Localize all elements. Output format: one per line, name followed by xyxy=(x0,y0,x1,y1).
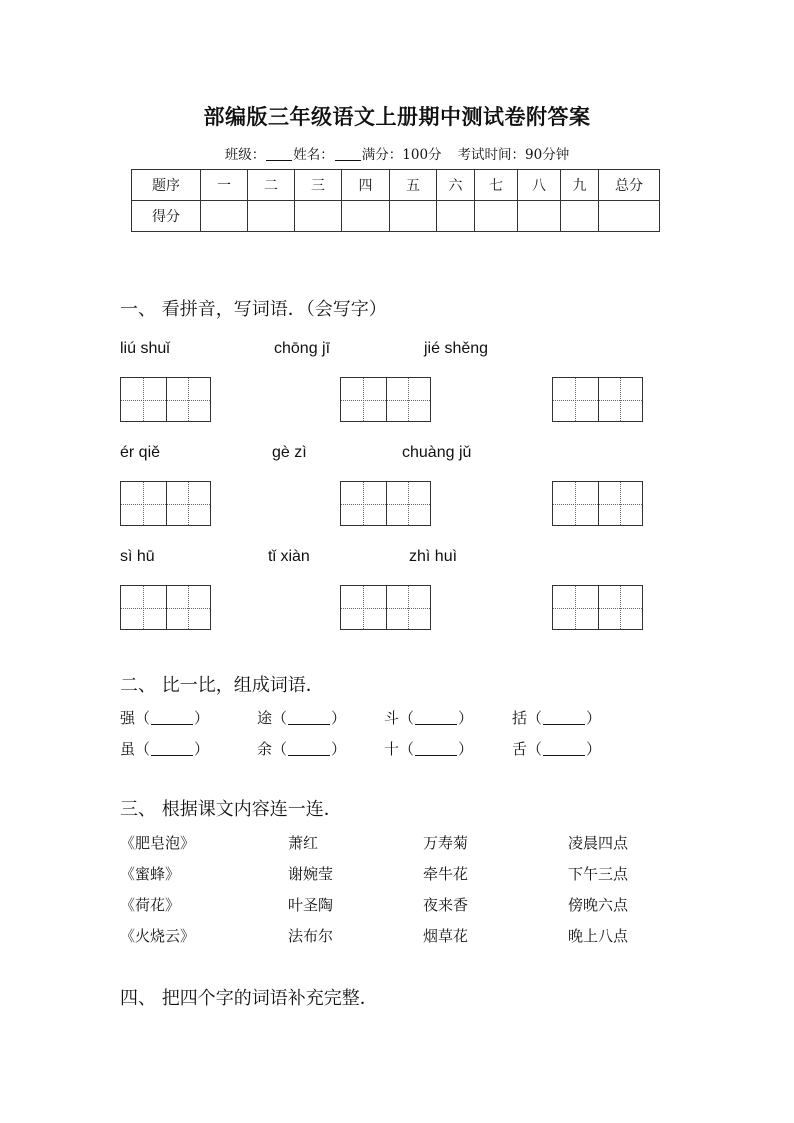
link-item-title[interactable]: 《蜜蜂》 xyxy=(120,865,181,883)
compare-item: 十（ ） xyxy=(384,740,474,758)
score-cell[interactable] xyxy=(342,201,390,232)
score-row-label: 得分 xyxy=(132,201,201,232)
link-item-flower[interactable]: 夜来香 xyxy=(423,896,469,914)
answer-blank[interactable] xyxy=(288,724,330,725)
compare-item: 括（ ） xyxy=(512,709,602,727)
score-cell[interactable] xyxy=(561,201,599,232)
score-table-header-row xyxy=(132,170,660,201)
link-item-time[interactable]: 下午三点 xyxy=(568,865,629,883)
class-label: 班级： xyxy=(224,147,266,163)
compare-char: 斗 xyxy=(384,709,400,727)
compare-char: 括 xyxy=(512,709,528,727)
writing-grid[interactable] xyxy=(340,585,431,630)
pinyin-label: ér qiě xyxy=(120,444,161,461)
score-header-cell: 二 xyxy=(248,170,295,201)
answer-blank[interactable] xyxy=(543,724,585,725)
score-header-cell: 总分 xyxy=(599,170,660,201)
link-item-flower[interactable]: 牵牛花 xyxy=(423,865,469,883)
link-item-author[interactable]: 谢婉莹 xyxy=(288,865,334,883)
compare-item: 强（ ） xyxy=(120,709,210,727)
score-cell[interactable] xyxy=(390,201,437,232)
score-header-cell: 四 xyxy=(342,170,390,201)
writing-grid[interactable] xyxy=(552,585,643,630)
answer-blank[interactable] xyxy=(415,724,457,725)
score-table-score-row xyxy=(132,201,660,232)
pinyin-label: sì hū xyxy=(120,548,155,565)
link-item-author[interactable]: 萧红 xyxy=(288,834,319,852)
writing-grid[interactable] xyxy=(340,481,431,526)
link-item-title[interactable]: 《肥皂泡》 xyxy=(120,834,196,852)
compare-char: 强 xyxy=(120,709,136,727)
pinyin-label: jié shěng xyxy=(424,340,489,357)
exam-info-line xyxy=(0,143,794,163)
writing-grid[interactable] xyxy=(340,377,431,422)
section1-heading: 一、 看拼音，写词语．（会写字） xyxy=(120,299,387,320)
score-header-cell: 八 xyxy=(518,170,561,201)
writing-grid[interactable] xyxy=(552,377,643,422)
score-table xyxy=(131,169,660,232)
score-header-cell: 三 xyxy=(295,170,342,201)
compare-item: 舌（ ） xyxy=(512,740,602,758)
answer-blank[interactable] xyxy=(151,755,193,756)
score-cell[interactable] xyxy=(437,201,475,232)
link-item-flower[interactable]: 烟草花 xyxy=(423,927,469,945)
pinyin-label: zhì huì xyxy=(409,548,458,565)
link-item-time[interactable]: 傍晚六点 xyxy=(568,896,629,914)
class-blank[interactable] xyxy=(266,160,292,161)
score-header-cell: 九 xyxy=(561,170,599,201)
score-cell[interactable] xyxy=(475,201,518,232)
link-item-author[interactable]: 叶圣陶 xyxy=(288,896,334,914)
answer-blank[interactable] xyxy=(543,755,585,756)
link-item-flower[interactable]: 万寿菊 xyxy=(423,834,469,852)
answer-blank[interactable] xyxy=(288,755,330,756)
link-item-title[interactable]: 《荷花》 xyxy=(120,896,181,914)
score-cell[interactable] xyxy=(518,201,561,232)
compare-item: 虽（ ） xyxy=(120,740,210,758)
score-cell[interactable] xyxy=(295,201,342,232)
exam-time: 考试时间：90分钟 xyxy=(457,147,570,163)
pinyin-label: tǐ xiàn xyxy=(268,548,310,565)
score-cell[interactable] xyxy=(201,201,248,232)
compare-char: 途 xyxy=(257,709,273,727)
pinyin-label: chuàng jǔ xyxy=(402,444,472,461)
compare-char: 余 xyxy=(257,740,273,758)
section4-heading: 四、 把四个字的词语补充完整． xyxy=(120,988,378,1009)
page-title: 部编版三年级语文上册期中测试卷附答案 xyxy=(203,104,591,129)
name-label: 姓名： xyxy=(293,147,334,163)
link-item-time[interactable]: 晚上八点 xyxy=(568,927,629,945)
pinyin-label: liú shuǐ xyxy=(120,340,170,357)
pinyin-label: chōng jī xyxy=(274,340,331,357)
answer-blank[interactable] xyxy=(151,724,193,725)
compare-item: 斗（ ） xyxy=(384,709,474,727)
score-header-cell: 五 xyxy=(390,170,437,201)
section3-heading: 三、 根据课文内容连一连． xyxy=(120,799,342,820)
link-item-time[interactable]: 凌晨四点 xyxy=(568,834,629,852)
score-header-cell: 题序 xyxy=(132,170,201,201)
section2-heading: 二、 比一比，组成词语． xyxy=(120,675,324,696)
writing-grid[interactable] xyxy=(120,377,211,422)
name-blank[interactable] xyxy=(335,160,361,161)
writing-grid[interactable] xyxy=(120,481,211,526)
compare-item: 途（ ） xyxy=(257,709,347,727)
writing-grid[interactable] xyxy=(120,585,211,630)
score-header-cell: 一 xyxy=(201,170,248,201)
score-header-cell: 七 xyxy=(475,170,518,201)
score-header-cell: 六 xyxy=(437,170,475,201)
link-item-title[interactable]: 《火烧云》 xyxy=(120,927,196,945)
compare-char: 十 xyxy=(384,740,400,758)
link-item-author[interactable]: 法布尔 xyxy=(288,927,334,945)
answer-blank[interactable] xyxy=(415,755,457,756)
full-score: 满分：100分 xyxy=(361,147,442,163)
compare-item: 余（ ） xyxy=(257,740,347,758)
compare-char: 舌 xyxy=(512,740,528,758)
score-cell[interactable] xyxy=(248,201,295,232)
pinyin-label: gè zì xyxy=(272,444,307,461)
compare-char: 虽 xyxy=(120,740,136,758)
score-cell[interactable] xyxy=(599,201,660,232)
writing-grid[interactable] xyxy=(552,481,643,526)
